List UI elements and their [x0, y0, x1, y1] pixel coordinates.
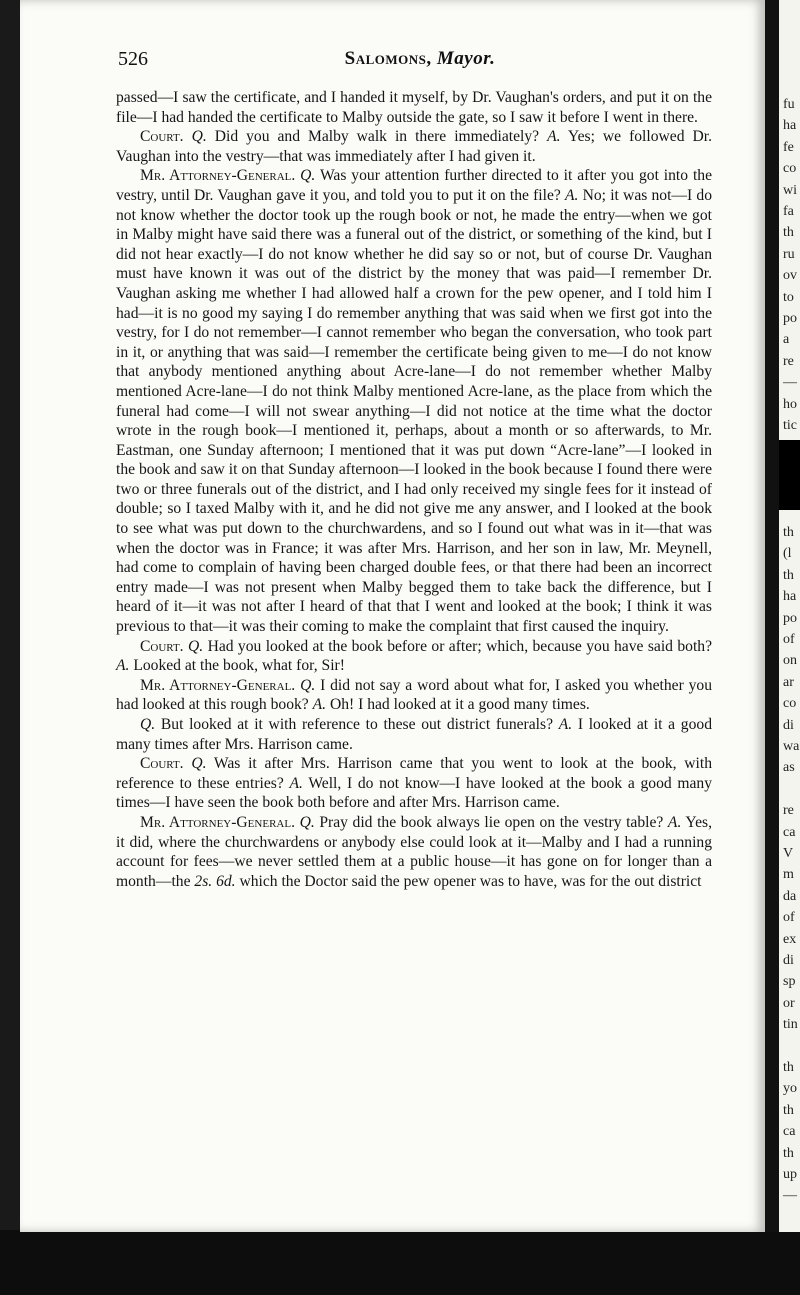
scan-background [0, 1230, 800, 1295]
facing-page-fragment: ca [783, 1124, 796, 1140]
facing-page-fragment: ex [783, 931, 797, 947]
facing-page-fragment: th [783, 225, 794, 241]
facing-page-fragment: to [783, 289, 794, 305]
facing-page-fragment: or [783, 995, 795, 1011]
paragraph-text: passed—I saw the certificate, and I handed it myself, by Dr. Vaughan's orders, and put it on the file—I had handed the certificate to Malby outside the gate, so I saw it before I went in there. [116, 89, 712, 126]
qa-marker: A. [116, 657, 130, 675]
facing-page-fragment: a [783, 332, 790, 348]
paragraph-text: which the Doctor said the pew opener was to have, was for the out district [235, 872, 702, 890]
qa-marker: Q. [300, 167, 316, 185]
qa-marker: A. [547, 128, 561, 146]
qa-marker: Q. [188, 637, 204, 655]
paragraph-text: Did you and Malby walk in there immediately? [206, 128, 548, 146]
qa-marker: A. [312, 696, 327, 714]
facing-page-fragment: fu [783, 97, 795, 112]
paragraph [116, 754, 712, 813]
facing-page-fragment: po [783, 311, 797, 326]
facing-page-fragment: wa [783, 739, 800, 754]
paragraph-text: Looked at the book, what for, Sir! [129, 657, 345, 675]
qa-marker: Q. [299, 813, 315, 831]
qa-marker: A. [667, 813, 682, 831]
facing-page-fragment: ca [783, 824, 796, 840]
paragraph-text: Yes, it did, where the churchwardens or anybody else could look at it—Malby and I had a running account for fees—we never settled them at a public house—it has gone on for longer than a month—the [116, 813, 712, 890]
facing-page-fragment: th [783, 1060, 794, 1075]
paragraph-text: Was your attention further directed to it after you got into the vestry, until Dr. Vaughan gave it you, and told you to put it on the file? [116, 167, 713, 204]
qa-marker: A. [558, 716, 573, 733]
facing-page-fragment: (l [783, 546, 792, 562]
qa-marker: A. [289, 774, 303, 792]
paragraph-text: I did not say a word about what for, I asked you whether you had looked at this rough book? [116, 676, 713, 714]
facing-page-fragment: — [783, 1188, 797, 1204]
facing-page-fragment: of [783, 632, 795, 647]
paragraph-text: No; it was not—I do not know whether the doctor took up the rough book or not, he made the entry—when we got in Malby might have said there was a funeral out of the district, or something of the kind, but I did not hear exactly—I do not know whether he did say so or not, but of course Dr. Vaughan must have known it was out of the district by the money that was paid—I remember Dr. Vaughan asking me whether I had allowed half a crown for the pew opener, and I told him I had—it is no good my saying I do remember anything that was said when we first got into the vestry, for I do not remember—I cannot remember who began the conversation, who took part in it, or anything that was said—I remember the certificate being given to me—I do not know that anybody mentioned anything about Acre-lane—I do not remember whether Malby mentioned Acre-lane—I do not think Malby mentioned Acre-lane, as the place from which the funeral had come—I will not swear anything—I did not notice at the time what the doctor wrote in the rough book—I mentioned it, perhaps, about a month or so afterwards, to Mr. Eastman, one Sunday afternoon; I mentioned that it was put down “Acre-lane”—I looked in the book and saw it on that Sunday afternoon—I looked in the book because I found there were two or three funerals out of the district, and I had only received my single fees for it instead of double; so I taxed Malby with it, and he did not give me any answer, and I looked at the book to see what was put down to the churchwardens, and so I found out what was in it—that was when the doctor was in France; it was after Mrs. Harrison, and her son in law, Mr. Meynell, had come to complain of having been charged double fees, or that there had been an incorrect entry made—I was not present when Malby begged them to take back the difference, but I heard of it—it was not after I heard of that that I went and looked at the book; I think it was previous to that—it was their coming to make the complaint that first caused the inquiry. [116, 186, 712, 636]
facing-page-fragment: ar [783, 674, 794, 690]
facing-page-fragment: ha [783, 589, 797, 605]
facing-page-fragment: ho [783, 396, 797, 412]
paragraph-text: Pray did the book always lie open on the vestry table? [314, 813, 668, 831]
facing-page-fragment: yo [783, 1081, 797, 1097]
facing-page-fragment: m [783, 867, 794, 883]
speaker-label: Court. [140, 755, 184, 773]
paragraph [116, 127, 712, 166]
facing-page-fragment: th [783, 1102, 794, 1118]
speaker-label: Court. [140, 128, 184, 146]
facing-page-fragment: di [783, 717, 794, 733]
running-title-role: Mayor. [436, 48, 496, 69]
paragraph-text: Was it after Mrs. Harrison came that you went to look at the book, with reference to these entries? [116, 755, 712, 792]
facing-page-fragment: da [783, 888, 797, 904]
qa-marker: Q. [300, 676, 316, 694]
facing-page-fragment: th [783, 1145, 794, 1161]
running-title-name: Salomons, [344, 48, 432, 69]
facing-page-fragment: fe [783, 139, 794, 155]
running-title [100, 48, 740, 70]
facing-page-fragment: co [783, 161, 797, 177]
facing-page-fragment: sp [783, 974, 796, 990]
paragraph [116, 637, 712, 676]
speaker-label: Mr. Attorney-General. [140, 167, 296, 185]
qa-marker: 2s. 6d. [194, 872, 236, 890]
paragraph [116, 813, 712, 891]
facing-page-edge [779, 0, 800, 1232]
facing-page-fragment: ru [783, 246, 795, 262]
facing-page-fragment: di [783, 953, 794, 968]
paragraph-text: Well, I do not know—I have looked at the book a good many times—I have seen the book both before and after Mrs. Harrison came. [116, 774, 713, 812]
paragraph [116, 166, 712, 636]
paragraph-text: Yes; we followed Dr. Vaughan into the vestry—that was immediately after I had given it. [116, 128, 712, 165]
facing-page-fragment: — [783, 375, 797, 391]
facing-page-fragment: V [783, 846, 794, 861]
facing-page-fragment: po [783, 610, 797, 626]
qa-marker: Q. [140, 716, 156, 733]
paragraph-text: But looked at it with reference to these out district funerals? [155, 716, 559, 733]
body-text [116, 88, 712, 891]
book-gutter [765, 0, 779, 1232]
facing-page-fragment: of [783, 910, 795, 926]
facing-page-fragment: tic [783, 418, 797, 433]
facing-page-fragment: ov [783, 268, 797, 284]
facing-page-fragment: fa [783, 204, 794, 219]
facing-page-fragment: as [783, 760, 795, 776]
speaker-label: Court. [140, 637, 184, 655]
facing-page-fragment: re [783, 803, 794, 819]
qa-marker: Q. [191, 755, 207, 773]
facing-page-fragment: th [783, 567, 794, 583]
speaker-label: Mr. Attorney-General. [140, 813, 295, 831]
page-number: 526 [118, 48, 148, 70]
paragraph [116, 715, 712, 754]
facing-page-fragment: th [783, 525, 794, 540]
paragraph-text [184, 128, 192, 145]
facing-page-fragment: wi [783, 182, 797, 198]
facing-page-fragment: on [783, 653, 797, 669]
paragraph [116, 676, 712, 715]
paragraph-text: Oh! I had looked at it a good many times. [326, 696, 590, 714]
facing-page-fragment: re [783, 353, 794, 369]
facing-page-fragment: co [783, 696, 797, 712]
paragraph-text: Had you looked at the book before or after; which, because you have said both? [203, 637, 712, 655]
paragraph [116, 88, 712, 127]
qa-marker: A. [565, 186, 579, 204]
paragraph-text: I looked at it a good many times after Mrs. Harrison came. [116, 716, 712, 753]
facing-page-fragment: tin [783, 1017, 798, 1033]
facing-page-fragment: ha [783, 118, 797, 134]
facing-page-fragment: up [783, 1167, 797, 1182]
running-header [100, 48, 740, 78]
qa-marker: Q. [191, 128, 207, 146]
facing-page-blot [779, 440, 800, 510]
speaker-label: Mr. Attorney-General. [140, 676, 296, 694]
